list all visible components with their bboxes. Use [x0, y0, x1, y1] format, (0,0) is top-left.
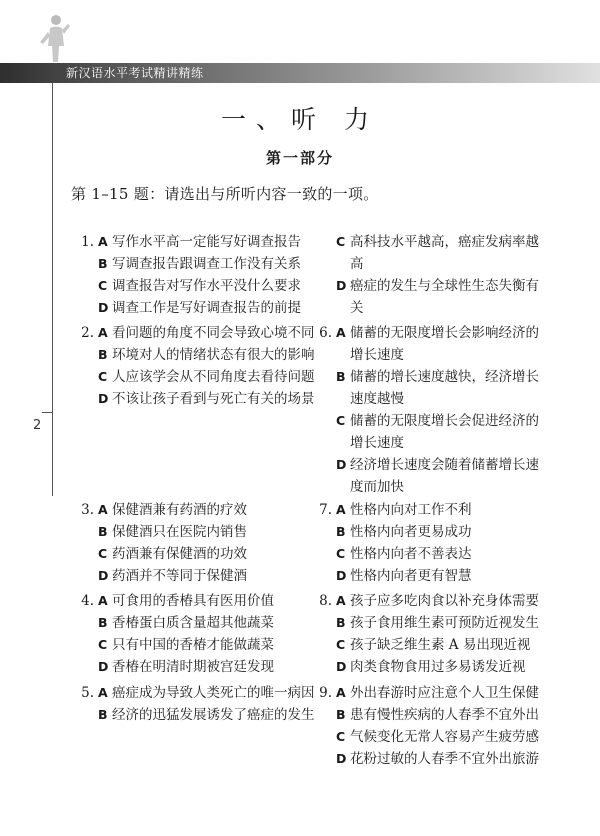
question-7	[308, 499, 540, 587]
option-a: 1. A 写作水平高一定能写好调查报告	[70, 231, 320, 253]
question-number: 8.	[319, 593, 332, 609]
option-a: 2. A 看问题的角度不同会导致心境不同	[70, 322, 320, 344]
option-b: B 香椿蛋白质含量超其他蔬菜	[98, 615, 274, 631]
option-d: D 调查工作是写好调查报告的前提	[98, 300, 301, 316]
option-c: C 性格内向者不善表达	[336, 546, 472, 562]
option-a: 6. A 储蓄的无限度增长会影响经济的增长速度	[308, 322, 540, 366]
option-b: B 经济的迅猛发展诱发了癌症的发生	[98, 707, 315, 723]
option-a: 5. A 癌症成为导致人类死亡的唯一病因	[70, 682, 320, 704]
page-number: 2	[33, 418, 42, 433]
option-c: C 气候变化无常人容易产生疲劳感	[336, 729, 539, 745]
option-c: C 人应该学会从不同角度去看待问题	[98, 369, 315, 385]
option-a: 7. A 性格内向对工作不利	[308, 499, 540, 521]
option-b: B 保健酒只在医院内销售	[98, 524, 247, 540]
option-d: D 肉类食物食用过多易诱发近视	[336, 659, 526, 675]
option-b: B 储蓄的增长速度越快，经济增长速度越慢	[336, 369, 539, 407]
question-number: 3.	[81, 502, 94, 518]
mascot-figure-icon	[34, 12, 74, 72]
option-d: D 药酒并不等同于保健酒	[98, 568, 247, 584]
question-8	[308, 590, 540, 678]
question-number: 2.	[81, 325, 94, 341]
instruction: 第 1–15 题：请选出与所听内容一致的一项。	[71, 185, 379, 203]
question-5-continued	[308, 231, 540, 319]
option-d: D 花粉过敏的人春季不宜外出旅游	[336, 751, 539, 767]
question-4	[70, 590, 320, 678]
option-b: B 性格内向者更易成功	[336, 524, 472, 540]
option-a: 4. A 可食用的香椿具有医用价值	[70, 590, 320, 612]
question-2	[70, 322, 320, 410]
part-title: 第一部分	[265, 149, 334, 167]
question-number: 7.	[319, 502, 332, 518]
option-c: C 孩子缺乏维生素 A 易出现近视	[336, 637, 531, 653]
option-b: B 孩子食用维生素可预防近视发生	[336, 615, 539, 631]
option-c: C 药酒兼有保健酒的功效	[98, 546, 247, 562]
question-number: 5.	[81, 685, 94, 701]
option-c: C 高科技水平越高，癌症发病率越高	[336, 234, 539, 272]
option-b: B 环境对人的情绪状态有很大的影响	[98, 347, 315, 363]
section-title: 一、听 力	[221, 105, 379, 134]
option-d: D 不该让孩子看到与死亡有关的场景	[98, 391, 315, 407]
option-c: C 储蓄的无限度增长会促进经济的增长速度	[336, 413, 539, 451]
question-1	[70, 231, 320, 319]
question-5	[70, 682, 320, 726]
option-b: B 写调查报告跟调查工作没有关系	[98, 256, 301, 272]
question-3	[70, 499, 320, 587]
option-c: C 调查报告对写作水平没什么要求	[98, 278, 301, 294]
question-9	[308, 682, 540, 770]
option-d: D 经济增长速度会随着储蓄增长速度而加快	[336, 457, 539, 495]
question-6	[308, 322, 540, 498]
question-number: 1.	[81, 234, 94, 250]
option-c: C 只有中国的香椿才能做蔬菜	[98, 637, 274, 653]
option-d: D 癌症的发生与全球性生态失衡有关	[336, 278, 539, 316]
option-a: 9. A 外出春游时应注意个人卫生保健	[308, 682, 540, 704]
page-tick	[42, 412, 53, 413]
margin-line	[52, 436, 53, 496]
option-b: B 患有慢性疾病的人春季不宜外出	[336, 707, 539, 723]
question-number: 6.	[319, 325, 332, 341]
option-d: D 香椿在明清时期被宫廷发现	[98, 659, 274, 675]
question-number: 4.	[81, 593, 94, 609]
question-number: 9.	[319, 685, 332, 701]
book-title: 新汉语水平考试精讲精练	[66, 66, 204, 80]
option-a: 3. A 保健酒兼有药酒的疗效	[70, 499, 320, 521]
option-d: D 性格内向者更有智慧	[336, 568, 472, 584]
option-a: 8. A 孩子应多吃肉食以补充身体需要	[308, 590, 540, 612]
margin-line	[52, 83, 53, 478]
